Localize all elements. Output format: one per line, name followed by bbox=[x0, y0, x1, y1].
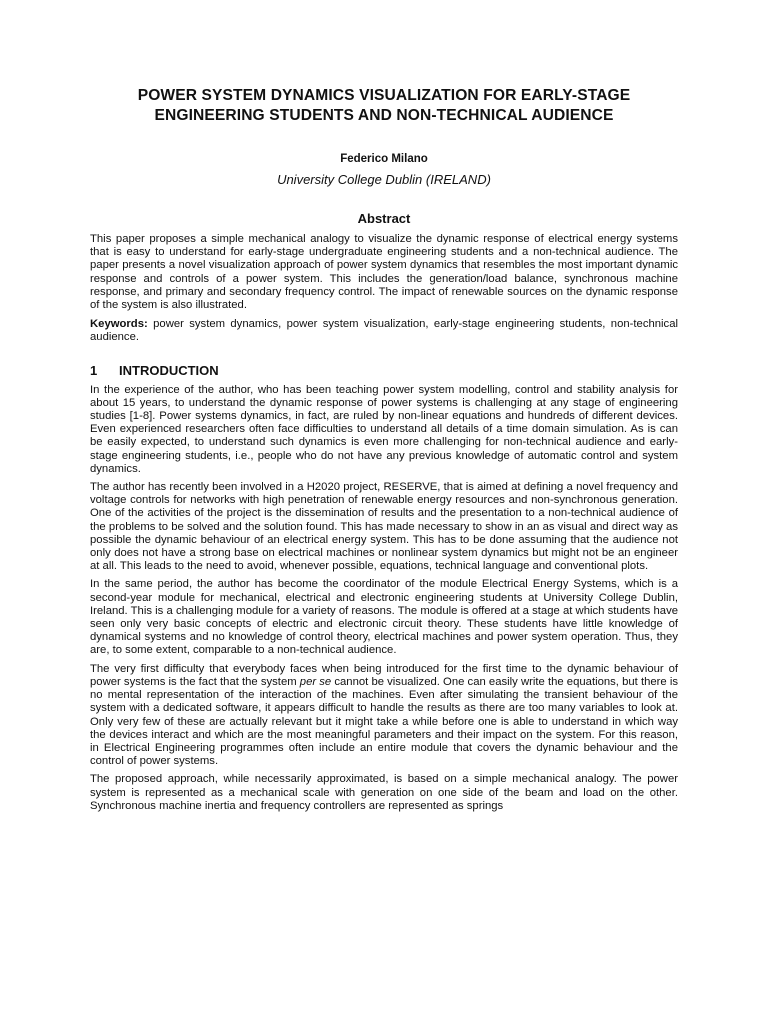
intro-paragraph-1: In the experience of the author, who has been teaching power system modelling, control and stability analysis for about 15 years, to understand the dynamic response of power systems is challenging at any stage of engineering studies [1-8]. Power systems dynamics, in fact, are ruled by non-linear equations and hundreds of different devices. Even experienced researchers often face difficulties to understand all details of a time domain simulation. As is can be easily expected, to understand such dynamics is even more challenging for non-technical audience and early-stage engineering students, i.e., people who do not have any previous knowledge of automatic control and system dynamics. bbox=[90, 383, 678, 475]
abstract-heading: Abstract bbox=[357, 211, 411, 226]
keywords-label: Keywords: bbox=[90, 318, 148, 331]
author-name: Federico Milano bbox=[340, 153, 428, 165]
intro-paragraph-3: In the same period, the author has become the coordinator of the module Electrical Energy Systems, which is a second-year module for mechanical, electrical and electronic engineering students at University College Dublin, Ireland. This is a challenging module for a variety of reasons. The module is offered at a stage at which students have seen only very basic concepts of electric and electronic circuit theory. These students have little knowledge of dynamical systems and no knowledge of control theory, electrical machines and power system operation. Thus, they are, to some extent, comparable to a non-technical audience. bbox=[90, 578, 678, 657]
section-heading-introduction bbox=[90, 363, 678, 379]
abstract-text: This paper proposes a simple mechanical analogy to visualize the dynamic response of electrical energy systems that is easy to understand for early-stage undergraduate engineering students and a non-technical audience. The paper presents a novel visualization approach of power system dynamics that resembles the most important dynamic response and controls of a power system. This includes the generation/load balance, synchronous machine response, and primary and secondary frequency control. The impact of renewable sources on the dynamic response of the system is also illustrated. bbox=[90, 233, 678, 312]
keywords bbox=[90, 318, 678, 344]
paragraph-4-italic: per se bbox=[299, 675, 332, 688]
paper-page bbox=[90, 86, 678, 813]
section-number: 1 bbox=[90, 362, 98, 378]
paper-title bbox=[90, 86, 678, 126]
title-line-2: ENGINEERING STUDENTS AND NON-TECHNICAL AUDIENCE bbox=[154, 107, 614, 124]
author-affiliation: University College Dublin (IRELAND) bbox=[277, 172, 491, 187]
intro-paragraph-2: The author has recently been involved in a H2020 project, RESERVE, that is aimed at defining a novel frequency and voltage controls for networks with high penetration of renewable energy resources and non-synchronous generation. One of the activities of the project is the dissemination of results and the presentation to a non-technical audience of the problems to be solved and the solution found. This has made necessary to show in an as visual and direct way as possible the dynamic behaviour of an electrical energy system. This has to be done assuming that the audience not only does not have a strong base on electrical machines or nonlinear system dynamics but might not be an engineer at all. This leads to the need to avoid, whenever possible, equations, technical language and conventional plots. bbox=[90, 481, 678, 573]
intro-paragraph-5: The proposed approach, while necessarily approximated, is based on a simple mechanical analogy. The power system is represented as a mechanical scale with generation on one side of the beam and load on the other. Synchronous machine inertia and frequency controllers are represented as springs bbox=[90, 773, 678, 812]
intro-paragraph-4 bbox=[90, 663, 678, 769]
paragraph-4-text-b: cannot be visualized. One can easily write the equations, but there is no mental representation of the interaction of the machines. Even after simulating the transient behaviour of the system with a dedicated software, it appears difficult to handle the results as there are too many variables to look at. Only very few of these are actually relevant but it might take a while before one is able to understand in which way the devices interact and which are the most meaningful parameters and their impact on the system. For this reason, in Electrical Engineering programmes often include an entire module that covers the dynamic behaviour and the control of power systems. bbox=[90, 675, 679, 768]
keywords-text: power system dynamics, power system visualization, early-stage engineering students, non-technical audience. bbox=[90, 318, 678, 344]
section-title: INTRODUCTION bbox=[119, 362, 219, 378]
title-line-1: POWER SYSTEM DYNAMICS VISUALIZATION FOR EARLY-STAGE bbox=[137, 87, 631, 104]
paragraph-4-text-a: The very first difficulty that everybody faces when being introduced for the first time to the dynamic behaviour of power systems is the fact that the system bbox=[90, 662, 678, 688]
